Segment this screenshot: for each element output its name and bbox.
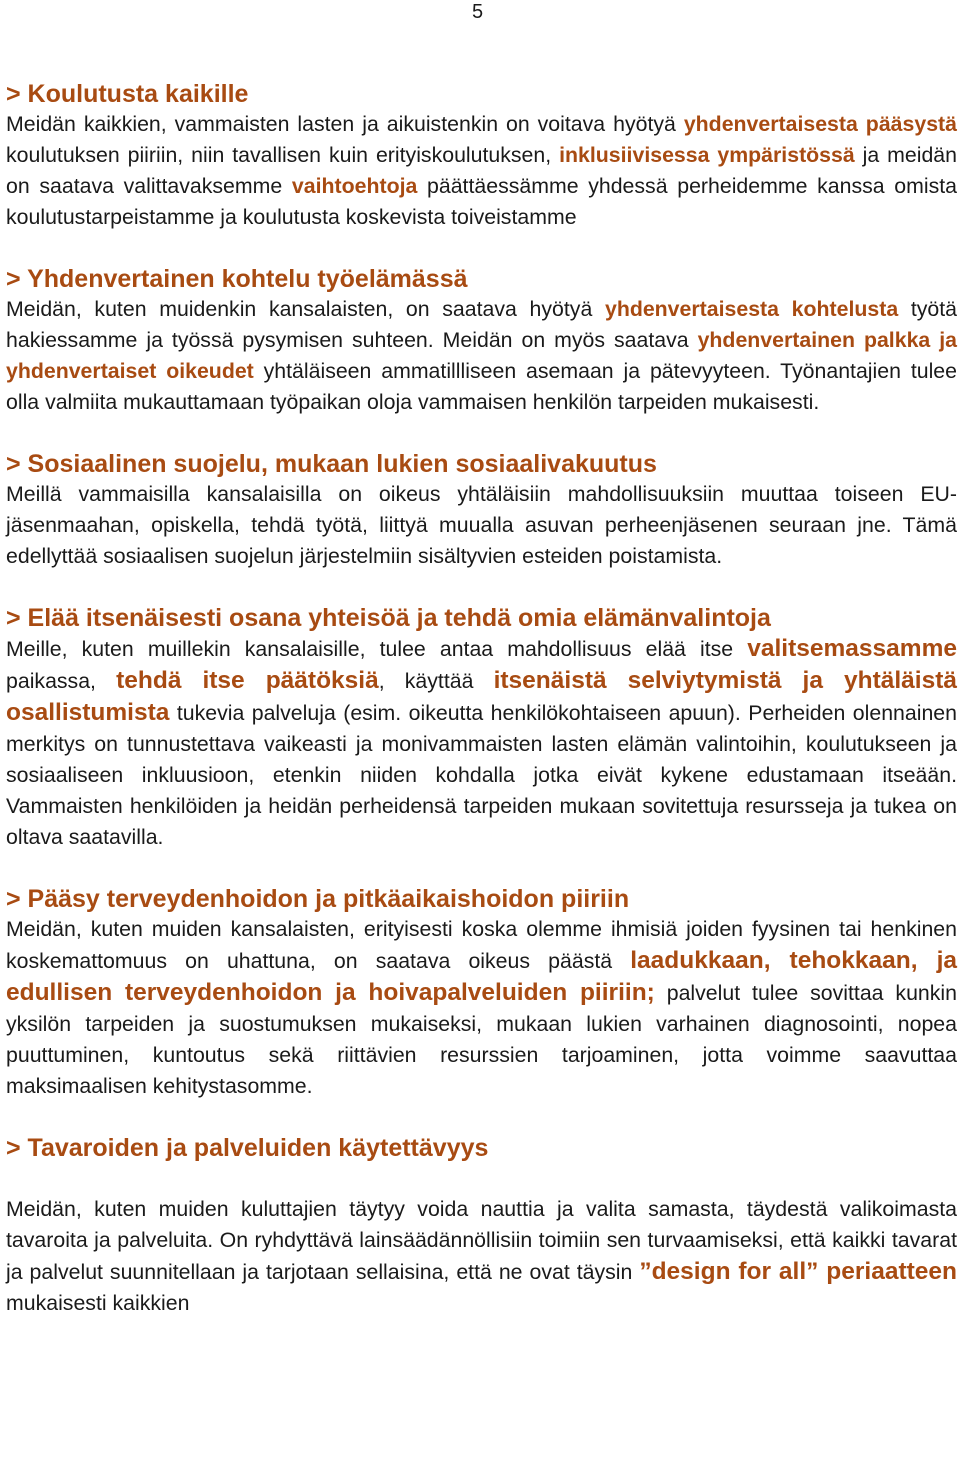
emphasis-text: tehdä itse päätöksiä	[116, 667, 379, 694]
heading-marker: >	[6, 450, 28, 478]
section-1	[6, 79, 957, 233]
body-text: Meidän, kuten muiden kuluttajien täytyy voida nauttia ja valita samasta, täydestä valikoimasta tavaroita ja palveluita. On ryhdyttävä lainsäädännöllisiin toimiin sen turvaamiseksi, että kaikki tavarat ja palvelut suunnitellaan ja tarjotaan sellaisina, että ne ovat täysin	[6, 1197, 957, 1284]
emphasis-text: laadukkaan, tehokkaan, ja edullisen terveydenhoidon ja hoivapalveluiden piiriin;	[6, 947, 957, 1006]
body-text: Meidän, kuten muiden kansalaisten, erityisesti koska olemme ihmisiä joiden fyysinen tai henkinen koskemattomuus on uhattuna, on saatava oikeus päästä	[6, 917, 957, 973]
emphasis-text: inklusiivisessa ympäristössä	[559, 143, 855, 167]
section-5	[6, 884, 957, 1102]
section-heading-text: Yhdenvertainen kohtelu työelämässä	[27, 265, 468, 293]
body-text: mukaisesti kaikkien	[6, 1291, 190, 1315]
emphasis-text: valitsemassamme	[747, 635, 957, 662]
section-heading	[6, 603, 957, 633]
emphasis-text: yhdenvertaisesta kohtelusta	[604, 297, 899, 321]
body-text: palvelut tulee sovittaa kunkin yksilön tarpeiden ja suostumuksen mukaiseksi, mukaan lukien varhainen diagnosointi, nopea puuttuminen, kuntoutus sekä riittävien resurssien tarjoaminen, jotta voimme saavuttaa maksimaalisen kehitystasomme.	[6, 981, 957, 1098]
emphasis-text: yhdenvertaisesta pääsystä	[683, 112, 957, 136]
heading-marker: >	[6, 80, 28, 108]
section-paragraph	[6, 914, 957, 1102]
section-heading-text: Sosiaalinen suojelu, mukaan lukien sosiaalivakuutus	[27, 450, 657, 478]
emphasis-text: ”design for all” periaatteen	[639, 1258, 957, 1285]
body-text: työtä hakiessamme ja työssä pysymisen suhteen. Meidän on myös saatava	[6, 297, 958, 352]
section-paragraph	[6, 479, 957, 572]
section-heading	[6, 449, 957, 479]
heading-gap	[6, 1163, 957, 1194]
section-4	[6, 603, 957, 853]
emphasis-text: vaihtoehtoja	[291, 174, 418, 198]
body-text: tukevia palveluja (esim. oikeutta henkilökohtaiseen apuun). Perheiden olennainen merkitys on tunnustettava vaikeasti ja monivammaisten lasten elämän valintoihin, koulutukseen ja sosiaaliseen inkluusioon, etenkin niiden kohdalla jotka eivät kykene edustamaan itseään. Vammaisten henkilöiden ja heidän perheidensä tarpeiden mukaan sovitettuja resursseja ja tukea on oltava saatavilla.	[6, 701, 957, 849]
section-paragraph	[6, 109, 957, 233]
heading-marker: >	[6, 885, 28, 913]
body-text: koulutuksen piiriin, niin tavallisen kuin erityiskoulutuksen,	[6, 143, 560, 167]
document-body	[6, 79, 957, 1350]
section-heading-text: Elää itsenäisesti osana yhteisöä ja tehdä omia elämänvalintoja	[27, 604, 771, 632]
section-paragraph	[6, 1194, 957, 1319]
body-text: Meidän kaikkien, vammaisten lasten ja aikuistenkin on voitava hyötyä	[6, 112, 684, 136]
heading-marker: >	[6, 1134, 28, 1162]
body-text: Meidän, kuten muidenkin kansalaisten, on saatava hyötyä	[6, 297, 605, 321]
section-3	[6, 449, 957, 572]
section-paragraph	[6, 633, 957, 853]
section-heading-text: Koulutusta kaikille	[27, 80, 249, 108]
section-paragraph	[6, 294, 957, 418]
emphasis-text: yhdenvertainen palkka ja yhdenvertaiset oikeudet	[6, 328, 957, 383]
section-heading-text: Pääsy terveydenhoidon ja pitkäaikaishoidon piiriin	[27, 885, 630, 913]
heading-marker: >	[6, 604, 28, 632]
body-text: päättäessämme yhdessä perheidemme kanssa omista koulutustarpeistamme ja koulutusta koskevista toiveistamme	[6, 174, 957, 229]
body-text: yhtäläiseen ammatillliseen asemaan ja pätevyyteen. Työnantajien tulee olla valmiita mukauttamaan työpaikan oloja vammaisen henkilön tarpeiden mukaisesti.	[6, 359, 958, 414]
section-heading	[6, 884, 957, 914]
section-2	[6, 264, 957, 418]
body-text: paikassa,	[6, 669, 117, 693]
body-text: ja meidän on saatava valittavaksemme	[6, 143, 957, 198]
section-heading	[6, 1133, 957, 1163]
body-text: Meillä vammaisilla kansalaisilla on oikeus yhtäläisiin mahdollisuuksiin muuttaa toiseen EU-jäsenmaahan, opiskella, tehdä työtä, liittyä muualla asuvan perheenjäsenen seuraan jne. Tämä edellyttää sosiaalisen suojelun järjestelmiin sisältyvien esteiden poistamista.	[6, 482, 957, 568]
body-text: Meille, kuten muillekin kansalaisille, tulee antaa mahdollisuus elää itse	[6, 637, 748, 661]
heading-marker: >	[6, 265, 28, 293]
page-number: 5	[472, 1, 484, 23]
section-heading	[6, 264, 957, 294]
body-text: , käyttää	[378, 669, 494, 693]
emphasis-text: itsenäistä selviytymistä ja yhtäläistä osallistumista	[6, 667, 958, 726]
section-6	[6, 1133, 957, 1319]
section-heading-text: Tavaroiden ja palveluiden käytettävyys	[27, 1134, 489, 1162]
section-heading	[6, 79, 957, 109]
